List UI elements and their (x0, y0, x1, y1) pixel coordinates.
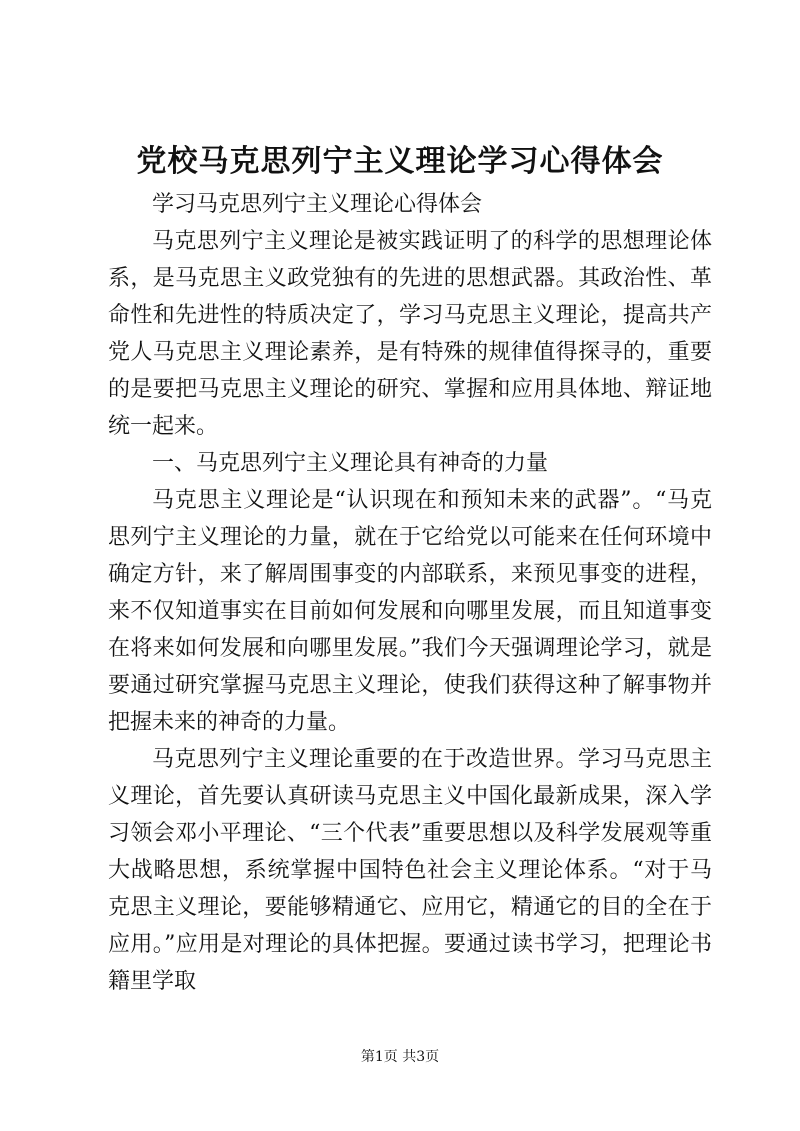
paragraph-power: 马克思主义理论是“认识现在和预知未来的武器”。“马克思列宁主义理论的力量，就在于它给党以可能来在任何环境中确定方针，来了解周围事变的内部联系，来预见事变的进程，来不仅知道事实在目前如何发展和向哪里发展，而且知道事变在将来如何发展和向哪里发展。”我们今天强调理论学习，就是要通过研究掌握马克思主义理论，使我们获得这种了解事物并把握未来的神奇的力量。 (108, 488, 712, 735)
paragraph-subtitle: 学习马克思列宁主义理论心得体会 (152, 192, 483, 217)
document-body (108, 186, 712, 1000)
paragraph-intro: 马克思列宁主义理论是被实践证明了的科学的思想理论体系，是马克思主义政党独有的先进的思想武器。其政治性、革命性和先进性的特质决定了，学习马克思主义理论，提高共产党人马克思主义理论素养，是有特殊的规律值得探寻的，重要的是要把马克思主义理论的研究、掌握和应用具体地、辩证地统一起来。 (108, 229, 712, 439)
section-heading-1: 一、马克思列宁主义理论具有神奇的力量 (152, 451, 549, 476)
document-title: 党校马克思列宁主义理论学习心得体会 (136, 144, 664, 179)
paragraph-transform: 马克思列宁主义理论重要的在于改造世界。学习马克思主义理论，首先要认真研读马克思主义中国化最新成果，深入学习领会邓小平理论、“三个代表”重要思想以及科学发展观等重大战略思想，系统掌握中国特色社会主义理论体系。“对于马克思主义理论，要能够精通它、应用它，精通它的目的全在于应用。”应用是对理论的具体把握。要通过读书学习，把理论书籍里学取 (108, 747, 712, 994)
page-footer: 第1页 共3页 (360, 1049, 440, 1065)
